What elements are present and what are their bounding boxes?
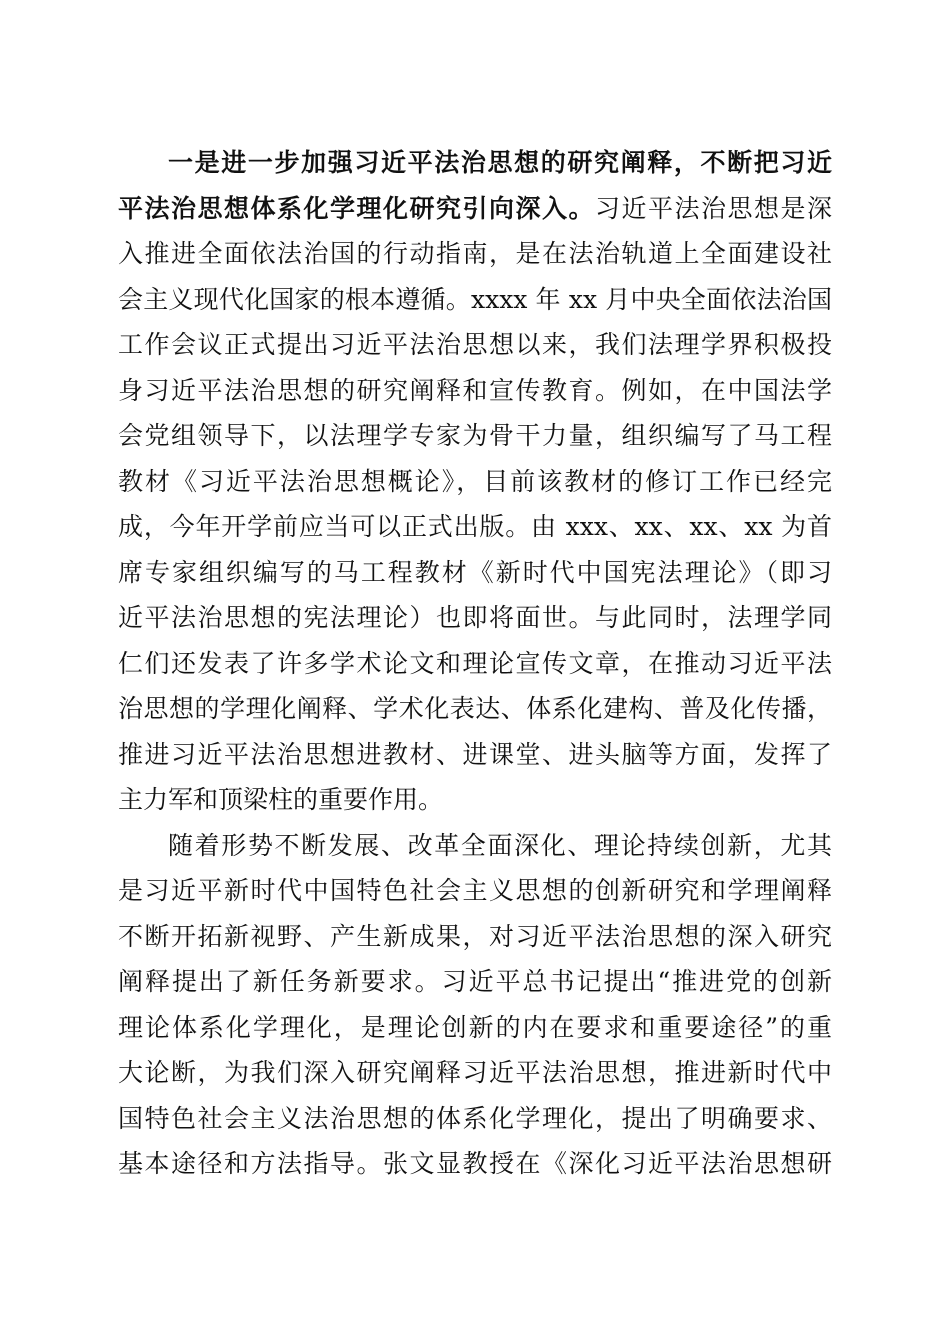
bold-line-text: 一是进一步加强习近平法治思想的研究阐释，不断把习近 xyxy=(168,148,832,177)
paragraph-line: 入推进全面依法治国的行动指南，是在法治轨道上全面建设社 xyxy=(118,239,832,268)
paragraph-line: 是习近平新时代中国特色社会主义思想的创新研究和学理阐释 xyxy=(118,876,832,905)
paragraph-line: 会党组领导下，以法理学专家为骨干力量，组织编写了马工程 xyxy=(118,421,832,450)
paragraph-line: 推进习近平法治思想进教材、进课堂、进头脑等方面，发挥了 xyxy=(118,739,832,769)
paragraph-line: 阐释提出了新任务新要求。习近平总书记提出“推进党的创新 xyxy=(118,967,832,996)
paragraph-line: 身习近平法治思想的研究阐释和宣传教育。例如，在中国法学 xyxy=(118,375,832,405)
paragraph-line: 随着形势不断发展、改革全面深化、理论持续创新，尤其 xyxy=(168,830,832,860)
paragraph-line: 近平法治思想的宪法理论）也即将面世。与此同时，法理学同 xyxy=(118,603,832,632)
paragraph-line: 国特色社会主义法治思想的体系化学理化，提出了明确要求、 xyxy=(118,1103,832,1133)
paragraph-line: 教材《习近平法治思想概论》，目前该教材的修订工作已经完 xyxy=(118,466,832,496)
paragraph-line: 成，今年开学前应当可以正式出版。由 xxx、xx、xx、xx 为首 xyxy=(118,512,832,541)
line-text-rest: 习近平法治思想是深 xyxy=(594,193,832,223)
paragraph-line: 席专家组织编写的马工程教材《新时代中国宪法理论》（即习 xyxy=(118,557,832,587)
paragraph-line xyxy=(118,186,832,232)
paragraph-1 xyxy=(118,140,832,823)
paragraph-line: 治思想的学理化阐释、学术化表达、体系化建构、普及化传播， xyxy=(118,694,832,723)
document-body xyxy=(118,140,832,1187)
paragraph-line xyxy=(118,140,832,186)
paragraph-line: 大论断，为我们深入研究阐释习近平法治思想，推进新时代中 xyxy=(118,1058,832,1087)
bold-line-text-start: 平法治思想体系化学理化研究引向深入。 xyxy=(118,193,595,223)
paragraph-line: 主力军和顶梁柱的重要作用。 xyxy=(118,785,444,814)
paragraph-line: 仁们还发表了许多学术论文和理论宣传文章，在推动习近平法 xyxy=(118,648,832,678)
paragraph-2 xyxy=(118,823,832,1187)
paragraph-line: 基本途径和方法指导。张文显教授在《深化习近平法治思想研 xyxy=(118,1149,832,1178)
paragraph-line: 不断开拓新视野、产生新成果，对习近平法治思想的深入研究 xyxy=(118,921,832,951)
paragraph-line: 工作会议正式提出习近平法治思想以来，我们法理学界积极投 xyxy=(118,330,832,359)
paragraph-line: 会主义现代化国家的根本遵循。xxxx 年 xx 月中央全面依法治国 xyxy=(118,284,832,314)
paragraph-line: 理论体系化学理化，是理论创新的内在要求和重要途径”的重 xyxy=(118,1012,832,1042)
